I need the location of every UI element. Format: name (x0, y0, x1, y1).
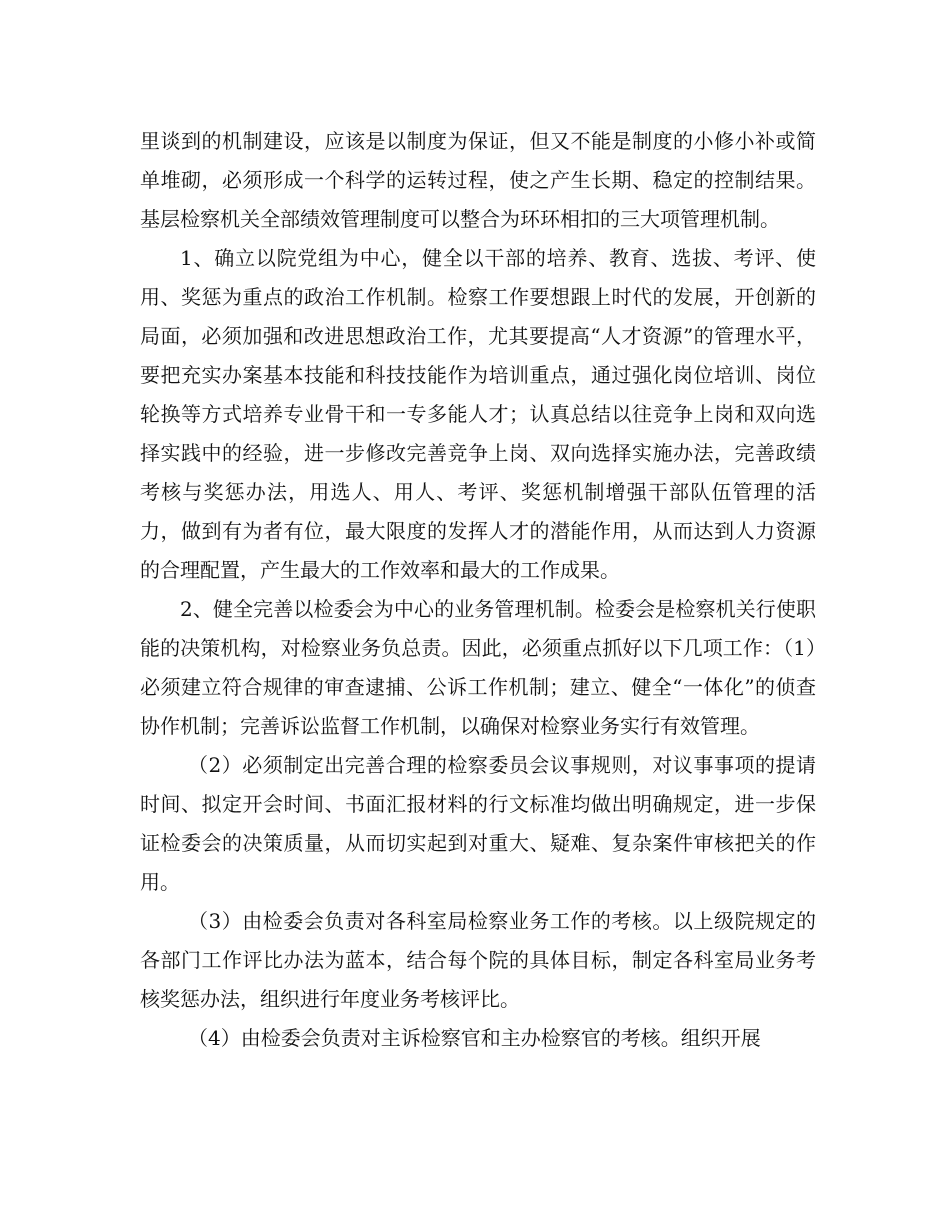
document-page (140, 122, 816, 1058)
paragraph-item-2: （2）必须制定出完善合理的检察委员会议事规则，对议事事项的提请时间、拟定开会时间、书面汇报材料的行文标准均做出明确规定，进一步保证检委会的决策质量，从而切实起到对重大、疑难、复杂案件审核把关的作用。 (140, 753, 816, 894)
paragraph-item-4: （4）由检委会负责对主诉检察官和主办检察官的考核。组织开展 (188, 1026, 761, 1050)
paragraph-intro: 里谈到的机制建设，应该是以制度为保证，但又不能是制度的小修小补或简单堆砌，必须形成一个科学的运转过程，使之产生长期、稳定的控制结果。基层检察机关全部绩效管理制度可以整合为环环相扣的三大项管理机制。 (140, 129, 816, 231)
paragraph-business-mechanism: 2、健全完善以检委会为中心的业务管理机制。检委会是检察机关行使职能的决策机构，对检察业务负总责。因此，必须重点抓好以下几项工作：（1）必须建立符合规律的审查逮捕、公诉工作机制；建立、健全“一体化”的侦查协作机制；完善诉讼监督工作机制，以确保对检察业务实行有效管理。 (140, 597, 816, 738)
paragraph-item-3: （3）由检委会负责对各科室局检察业务工作的考核。以上级院规定的各部门工作评比办法为蓝本，结合每个院的具体目标，制定各科室局业务考核奖惩办法，组织进行年度业务考核评比。 (140, 909, 816, 1011)
paragraph-political-mechanism: 1、确立以院党组为中心，健全以干部的培养、教育、选拔、考评、使用、奖惩为重点的政治工作机制。检察工作要想跟上时代的发展，开创新的局面，必须加强和改进思想政治工作，尤其要提高“人才资源”的管理水平，要把充实办案基本技能和科技技能作为培训重点，通过强化岗位培训、岗位轮换等方式培养专业骨干和一专多能人才；认真总结以往竞争上岗和双向选择实践中的经验，进一步修改完善竞争上岗、双向选择实施办法，完善政绩考核与奖惩办法，用选人、用人、考评、奖惩机制增强干部队伍管理的活力，做到有为者有位，最大限度的发挥人才的潜能作用，从而达到人力资源的合理配置，产生最大的工作效率和最大的工作成果。 (140, 246, 816, 582)
